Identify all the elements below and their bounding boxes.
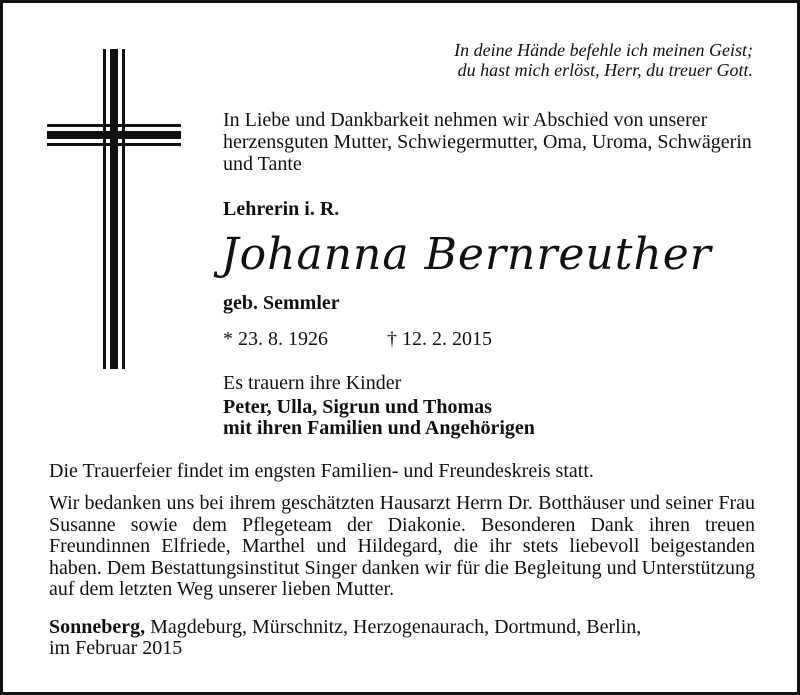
bible-quote bbox=[333, 40, 753, 80]
signoff bbox=[49, 617, 641, 659]
mourners-names: Peter, Ulla, Sigrun und Thomas bbox=[223, 396, 492, 418]
signoff-date: im Februar 2015 bbox=[49, 637, 183, 659]
intro-line-2: herzensguten Mutter, Schwiegermutter, Oma, Uroma, Schwägerin bbox=[223, 131, 752, 153]
christian-cross-icon bbox=[47, 49, 181, 369]
farewell-intro bbox=[223, 109, 783, 175]
deceased-name: Johanna Bernreuther bbox=[221, 229, 712, 280]
signoff-places bbox=[49, 617, 641, 638]
mourners-list bbox=[223, 397, 535, 439]
funeral-note: Die Trauerfeier findet im engsten Familien- und Freundeskreis statt. bbox=[49, 460, 594, 482]
intro-line-1: In Liebe und Dankbarkeit nehmen wir Abschied von unserer bbox=[223, 109, 708, 131]
birth-name: geb. Semmler bbox=[223, 292, 340, 314]
mourners-intro: Es trauern ihre Kinder bbox=[223, 372, 402, 394]
signoff-other-cities: Magdeburg, Mürschnitz, Herzogenaurach, Dortmund, Berlin, bbox=[145, 616, 642, 638]
quote-line-2: du hast mich erlöst, Herr, du treuer Gott. bbox=[457, 60, 753, 80]
deceased-title: Lehrerin i. R. bbox=[223, 198, 340, 220]
signoff-main-city: Sonneberg, bbox=[49, 616, 146, 638]
death-date: † 12. 2. 2015 bbox=[387, 328, 492, 350]
intro-line-3: und Tante bbox=[223, 153, 302, 175]
mourners-families: mit ihren Familien und Angehörigen bbox=[223, 417, 535, 439]
birth-date: * 23. 8. 1926 bbox=[223, 328, 328, 350]
thanks-paragraph: Wir bedanken uns bei ihrem geschätzten Hausarzt Herrn Dr. Botthäuser und seiner Frau Susanne sowie dem Pflegeteam der Diakonie. Besonderen Dank ihren treuen Freundinnen Elfriede, Marthel und Hildegard, die ihr stets liebevoll beigestanden haben. Dem Bestattungsinstitut Singer danken wir für die Begleitung und Unterstützung auf dem letzten Weg unserer lieben Mutter. bbox=[49, 492, 755, 600]
quote-line-1: In deine Hände befehle ich meinen Geist; bbox=[454, 40, 753, 60]
